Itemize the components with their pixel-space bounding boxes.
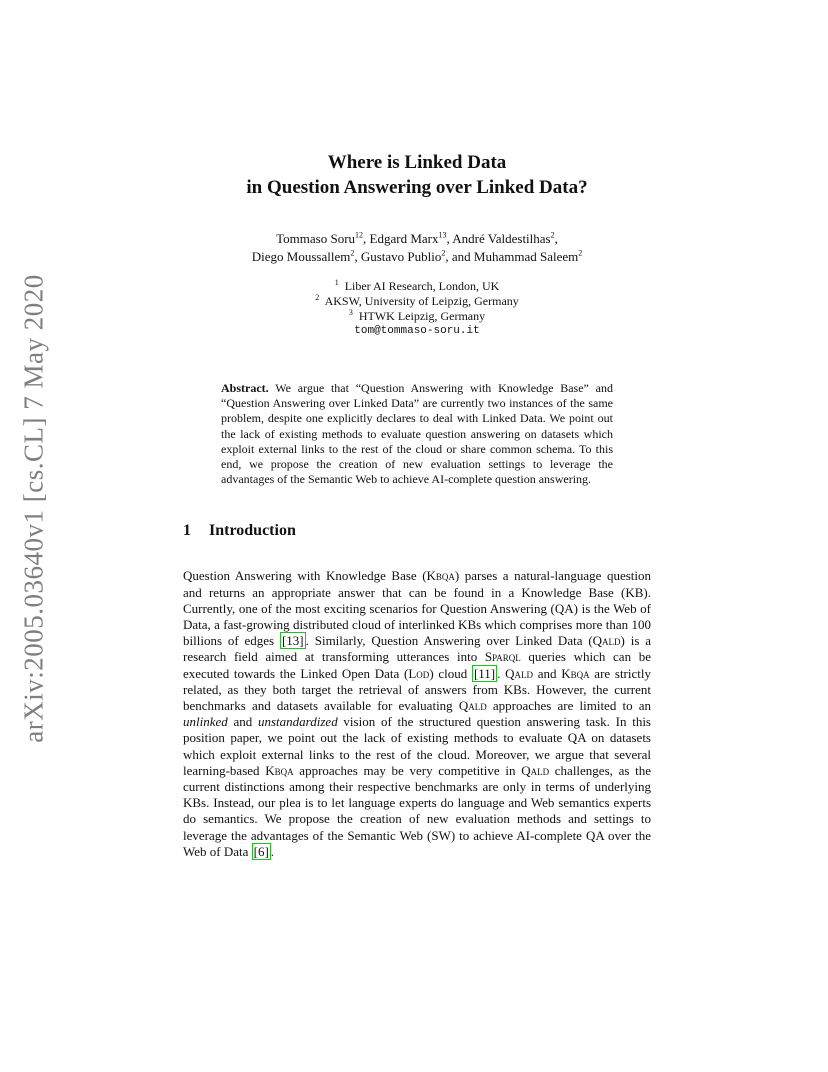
acronym-kbqa: Kbqa [426,568,455,584]
body-text-run: and [227,714,258,730]
arxiv-identifier: arXiv:2005.03640v1 [cs.CL] 7 May 2020 [18,273,49,743]
author-affil-marker: 2 [550,230,555,240]
citation-link[interactable]: [6] [253,843,269,859]
body-text-run: challenges, as the current distinctions among their respective benchmarks are only in terms of underlying KBs. Instead, our plea is to let language experts do language and Web semantics experts do semantics. We propose the creation of new evaluation methods and settings to leverage the advantages of the Semantic Web (SW) to achieve AI-complete QA over the Web of Data [183,762,651,859]
affiliation-item [183,309,651,324]
acronym-qald: Qald [521,762,550,778]
citation-link[interactable]: [11] [473,665,496,681]
author-name: , and Muhammad Saleem [445,249,579,264]
author-separator: , [554,231,558,246]
author-name: Tommaso Soru [276,231,356,246]
abstract-text: We argue that “Question Answering with Knowledge Base” and “Question Answering over Linked Data” are currently two instances of the same problem, despite one explicitly declares to deal with Linked Data. We point out the lack of existing methods to evaluate question answering on datasets which exploit external links to the rest of the cloud or share common schema. To this end, we propose the creation of new evaluation settings to leverage the advantages of the Semantic Web to achieve AI-complete question answering. [221,381,613,487]
body-text-run: . [270,843,275,859]
body-text-run: ) is a research field aimed at transforming utterances into [183,633,652,665]
body-text-run: ) cloud [429,665,472,681]
body-text-run: ) parses a natural-language question and returns an appropriate answer that can be found in a Knowledge Base (KB). Currently, one of the most exciting scenarios for Question Answering (QA) is the Web of Data, a fast-growing distributed cloud of interlinked KBs which comprises more than 100 billions of edges [183,568,651,649]
paper-title [183,150,651,200]
section-heading [183,521,651,541]
body-text-run: vision of the structured question answering task. In this position paper, we point out the lack of existing methods to evaluate QA on datasets which exploit external links to the rest of the cloud. Moreover, we argue that several learning-based [183,714,651,778]
body-text-run: queries which can be executed towards the Linked Open Data ( [183,649,651,681]
affiliation-list [183,279,651,339]
arxiv-sidebar-stamp [12,273,56,743]
affiliation-text: HTWK Leipzig, Germany [358,309,486,323]
section-number: 1 [183,522,191,540]
body-text-run: . [497,665,506,681]
section-title: Introduction [209,522,296,540]
paper-first-page [183,150,651,873]
author-affil-marker: 12 [355,230,364,240]
body-text-run: approaches are limited to an [486,698,651,714]
body-text-run: are strictly related, as they both target the retrieval of answers from KBs. However, the current benchmarks and datasets available for evaluating [183,665,651,714]
affiliation-text: Liber AI Research, London, UK [344,279,500,293]
abstract [221,381,613,487]
acronym-qald: Qald [505,665,533,681]
body-text-run: Question Answering with Knowledge Base ( [183,568,427,584]
affiliation-number: 1 [334,278,339,287]
acronym-kbqa: Kbqa [265,762,294,778]
author-affil-marker: 13 [438,230,447,240]
author-affil-marker: 2 [578,248,583,258]
emphasis-text: unstandardized [258,714,338,730]
emphasis-text: unlinked [183,714,228,730]
body-text-run: . Similarly, Question Answering over Linked Data ( [305,633,593,649]
acronym-kbqa: Kbqa [561,665,590,681]
affiliation-item [183,294,651,309]
introduction-paragraph [183,568,651,860]
affiliation-number: 2 [315,293,320,302]
author-name: Diego Moussallem [251,249,351,264]
author-list [183,230,651,266]
contact-email[interactable]: tom@tommaso-soru.it [354,325,480,337]
author-affil-marker: 2 [441,248,446,258]
acronym-lod: Lod [408,665,430,681]
affiliation-item [183,279,651,294]
acronym-qald: Qald [592,633,621,649]
author-name: , André Valdestilhas [446,231,551,246]
acronym-sparql: Sparql [484,649,521,665]
title-line-2: in Question Answering over Linked Data? [246,177,588,198]
body-text-run: and [533,665,562,681]
author-name: , Gustavo Publio [354,249,442,264]
abstract-label: Abstract. [221,381,269,395]
citation-link[interactable]: [13] [281,633,304,649]
affiliation-number: 3 [348,308,353,317]
acronym-qald: Qald [458,698,487,714]
author-affil-marker: 2 [350,248,355,258]
affiliation-text: AKSW, University of Leipzig, Germany [324,294,519,308]
title-line-1: Where is Linked Data [327,152,507,173]
body-text-run: approaches may be very competitive in [293,762,522,778]
author-name: , Edgard Marx [363,231,439,246]
